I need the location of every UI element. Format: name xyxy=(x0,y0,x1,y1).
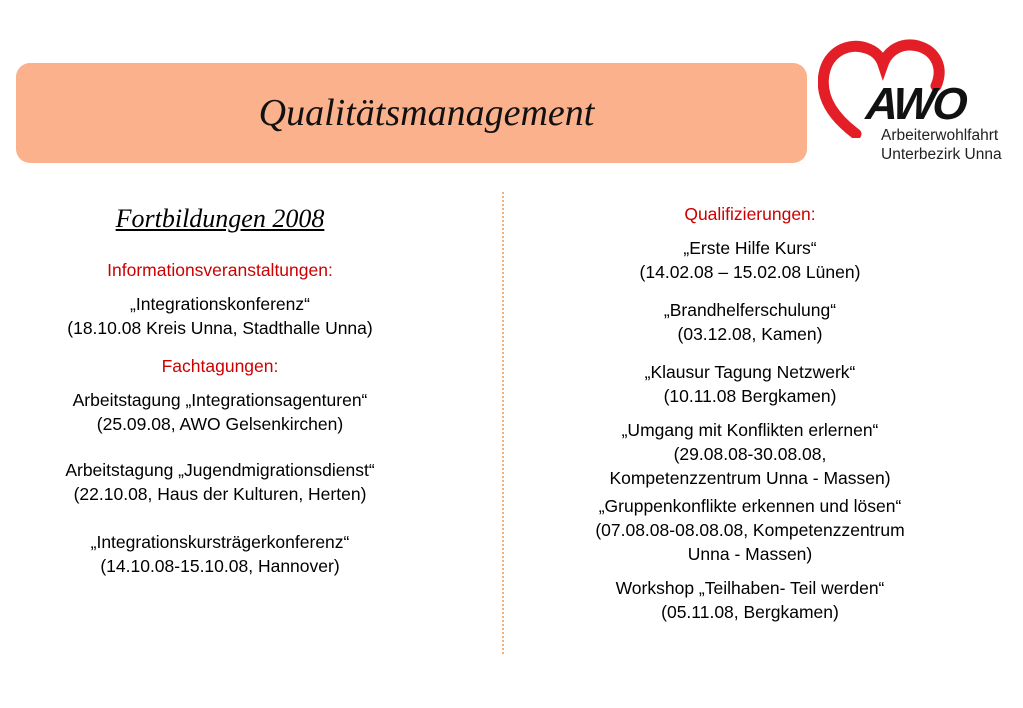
info-heading: Informationsveranstaltungen: xyxy=(107,260,333,280)
qual-item-line: (14.02.08 – 15.02.08 Lünen) xyxy=(639,262,861,282)
logo-line-1: Arbeiterwohlfahrt xyxy=(881,127,999,144)
qualifizierungen-heading: Qualifizierungen: xyxy=(684,204,816,224)
info-item-detail: (18.10.08 Kreis Unna, Stadthalle Unna) xyxy=(67,318,373,338)
title-banner xyxy=(16,63,807,163)
fach-item-detail: (22.10.08, Haus der Kulturen, Herten) xyxy=(73,484,367,504)
qual-item-line: „Gruppenkonflikte erkennen und lösen“ xyxy=(598,496,902,516)
fach-item-detail: (25.09.08, AWO Gelsenkirchen) xyxy=(96,414,344,434)
logo-wordmark: AWO xyxy=(864,78,967,129)
qual-item-line: (03.12.08, Kamen) xyxy=(677,324,823,344)
qual-item-line: „Umgang mit Konflikten erlernen“ xyxy=(621,420,879,440)
info-item-title: „Integrationskonferenz“ xyxy=(130,294,310,314)
qual-item-line: (10.11.08 Bergkamen) xyxy=(663,386,837,406)
section-subtitle: Fortbildungen 2008 xyxy=(115,204,325,233)
left-column xyxy=(10,202,430,578)
fach-item-title: Arbeitstagung „Jugendmigrationsdienst“ xyxy=(65,460,375,480)
qual-item-line: „Erste Hilfe Kurs“ xyxy=(683,238,817,258)
page-title: Qualitätsmanagement xyxy=(258,92,595,134)
fach-item-title: „Integrationskursträgerkonferenz“ xyxy=(90,532,350,552)
fach-item-title: Arbeitstagung „Integrationsagenturen“ xyxy=(72,390,368,410)
qual-item-line: Kompetenzzentrum Unna - Massen) xyxy=(609,468,891,488)
qual-item-line: „Brandhelferschulung“ xyxy=(663,300,837,320)
logo-line-2: Unterbezirk Unna xyxy=(881,146,1002,163)
qual-item-line: (05.11.08, Bergkamen) xyxy=(661,602,839,622)
fach-heading: Fachtagungen: xyxy=(161,356,279,376)
awo-logo xyxy=(818,38,1018,168)
qual-item-line: „Klausur Tagung Netzwerk“ xyxy=(644,362,856,382)
column-divider xyxy=(502,192,504,654)
qual-item-line: (07.08.08-08.08.08, Kompetenzzentrum xyxy=(595,520,905,540)
fach-item-detail: (14.10.08-15.10.08, Hannover) xyxy=(100,556,340,576)
qual-item-line: Unna - Massen) xyxy=(687,544,813,564)
right-column xyxy=(540,202,960,624)
qual-item-line: (29.08.08-30.08.08, xyxy=(673,444,827,464)
qual-item-line: Workshop „Teilhaben- Teil werden“ xyxy=(615,578,885,598)
